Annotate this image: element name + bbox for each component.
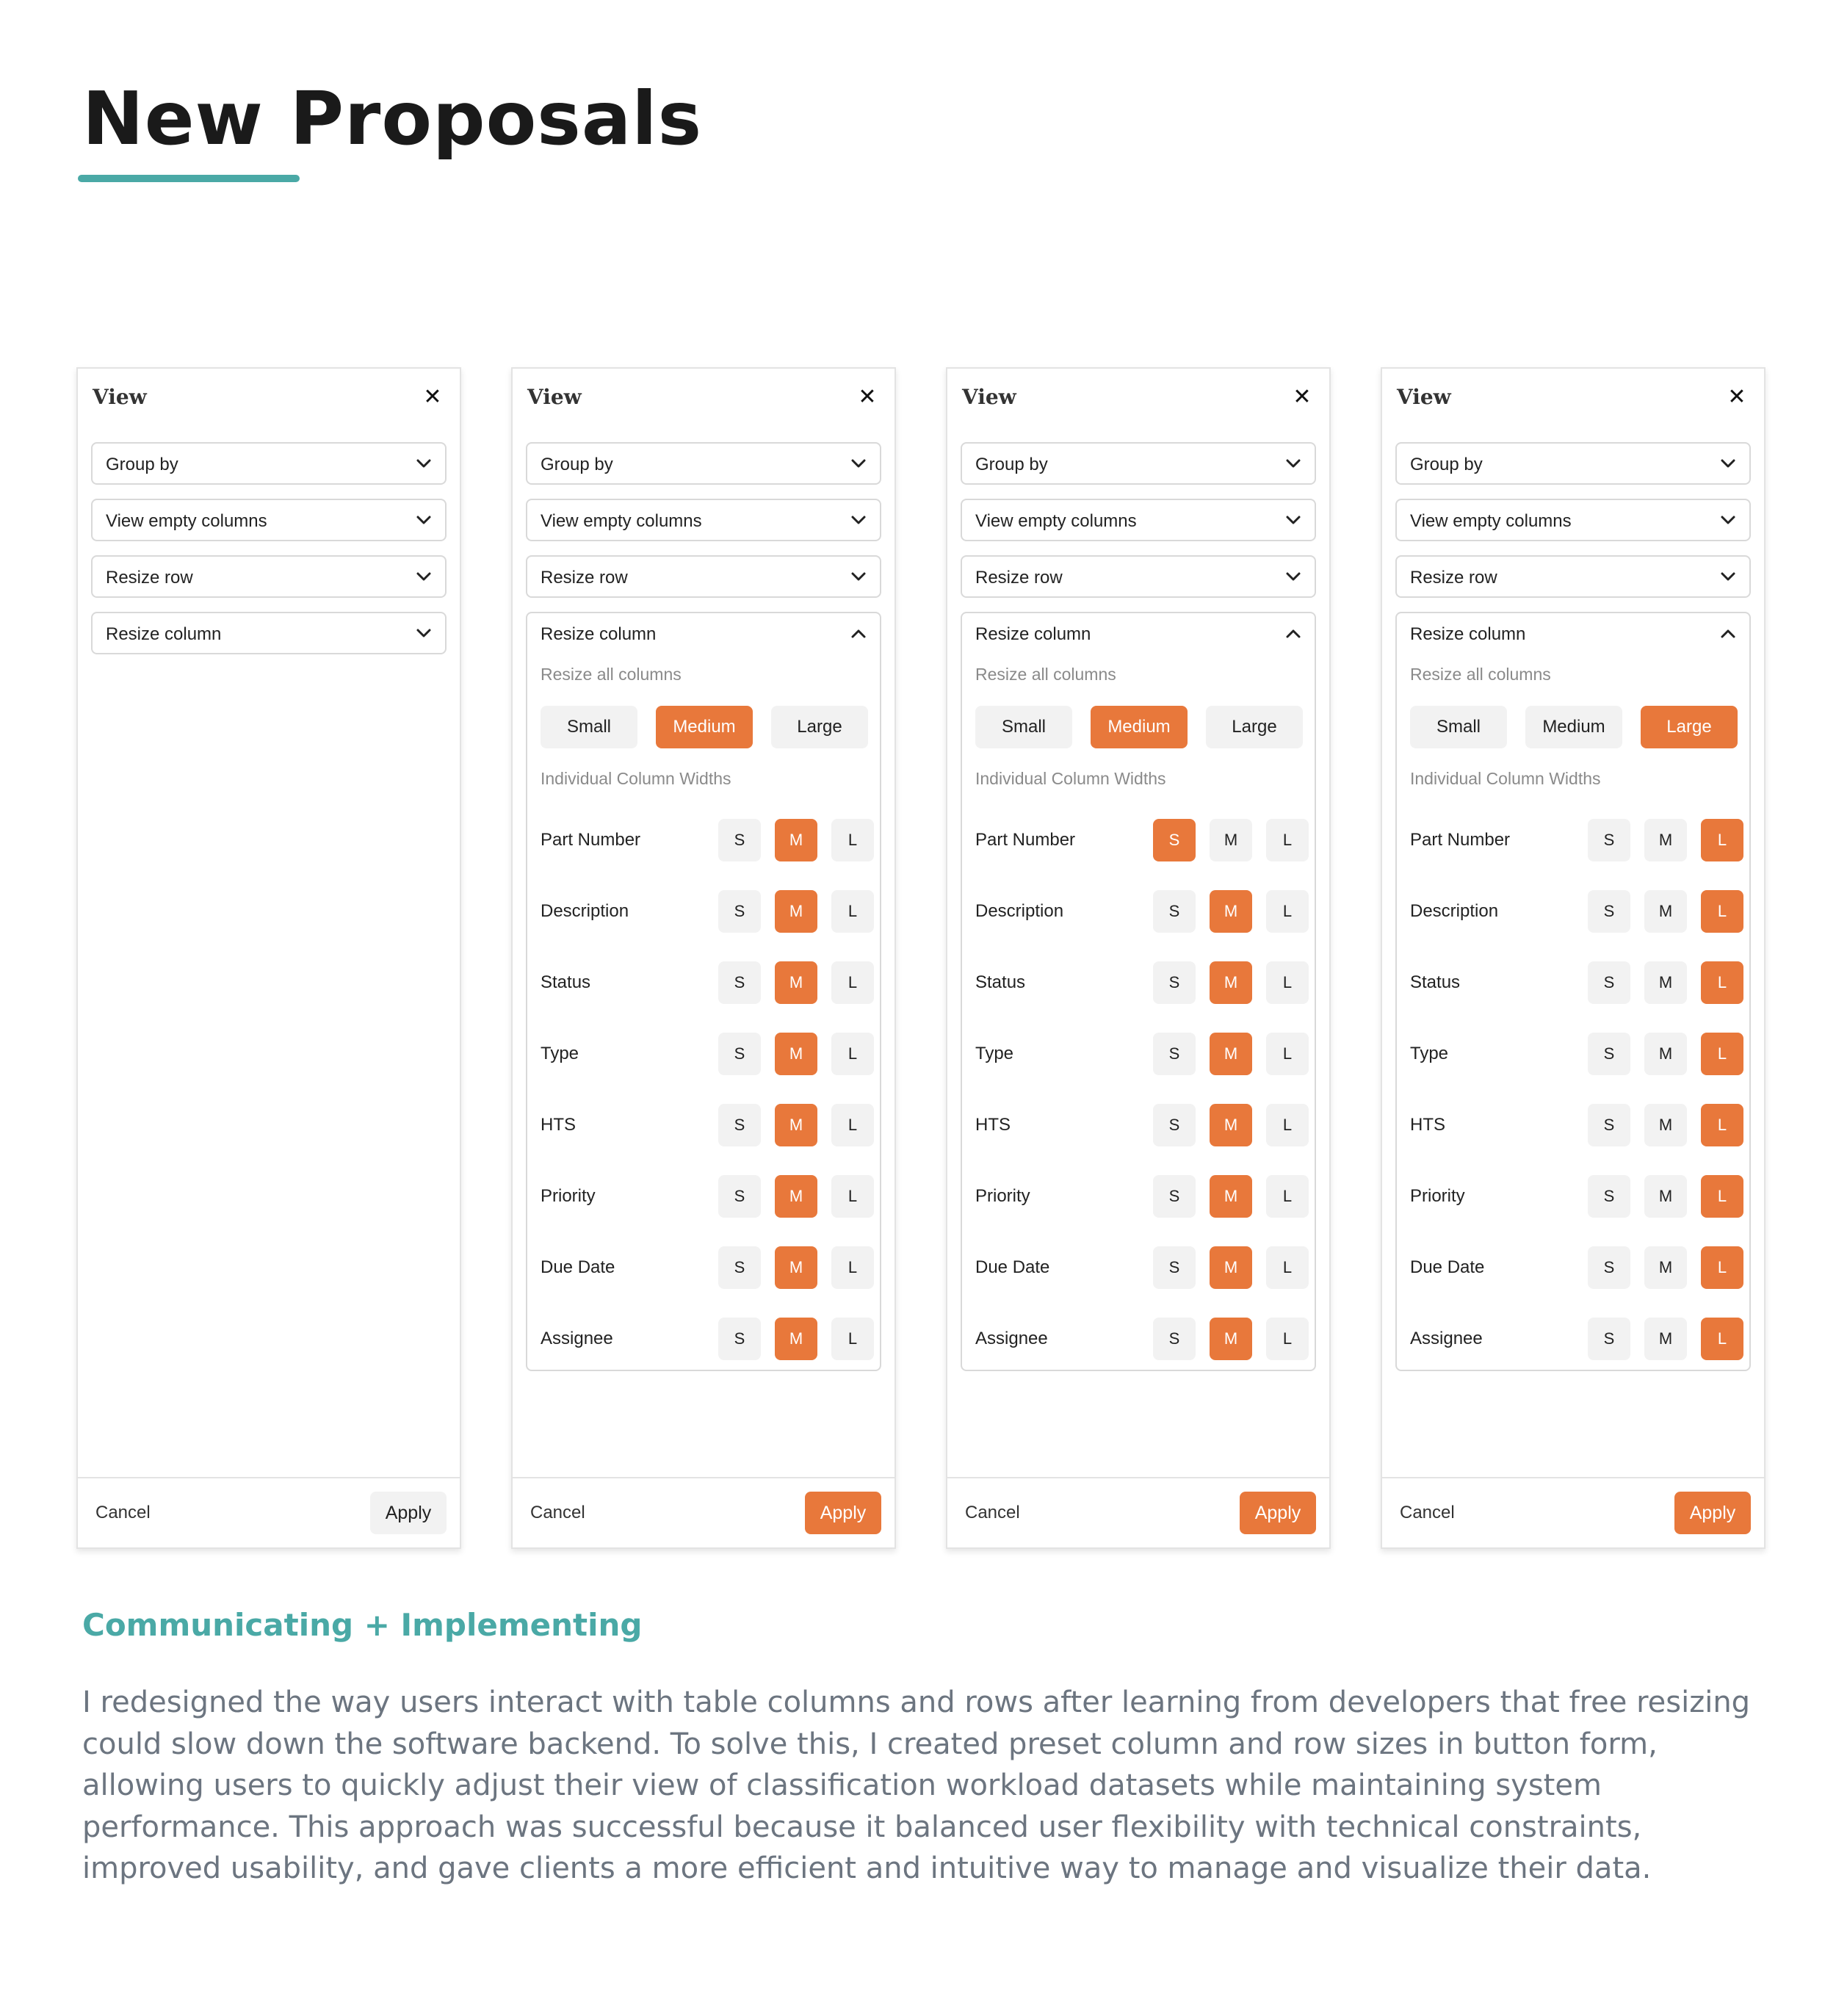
size-small-button[interactable]: Small [1410,706,1507,748]
close-icon[interactable]: ✕ [423,384,442,410]
column-name: HTS [975,1115,1011,1135]
width-l-button[interactable]: L [831,1033,874,1075]
column-name: Assignee [541,1329,613,1348]
width-s-button[interactable]: S [1153,890,1196,933]
width-s-button[interactable]: S [1588,1033,1630,1075]
dropdown-label: View empty columns [975,511,1137,531]
dropdown-label: Resize column [975,624,1091,644]
width-s-button[interactable]: S [718,961,761,1004]
width-m-button[interactable]: M [775,961,817,1004]
individual-column-widths-label: Individual Column Widths [975,769,1166,788]
dropdown-label: Resize row [106,568,193,588]
column-width-row [541,1104,867,1146]
panel-footer [1382,1477,1764,1547]
width-l-button[interactable]: L [1266,1246,1309,1289]
column-width-row [541,1318,867,1360]
chevron-down-icon[interactable] [1285,571,1301,582]
view-empty-columns-dropdown[interactable] [961,499,1316,541]
cancel-button[interactable]: Cancel [95,1503,151,1522]
size-large-button[interactable]: Large [1641,706,1738,748]
dropdown-label: View empty columns [541,511,702,531]
chevron-down-icon[interactable] [1720,514,1736,526]
width-m-button[interactable]: M [1644,961,1687,1004]
width-s-button[interactable]: S [718,890,761,933]
panel-footer [78,1477,460,1547]
width-l-button[interactable]: L [1266,1175,1309,1218]
chevron-up-icon[interactable] [850,627,867,639]
view-empty-columns-dropdown[interactable] [91,499,447,541]
width-l-button[interactable]: L [1701,890,1743,933]
column-width-row [1410,1175,1736,1218]
width-s-button[interactable]: S [1153,1318,1196,1360]
chevron-down-icon[interactable] [416,571,432,582]
width-l-button[interactable]: L [831,819,874,861]
width-l-button[interactable]: L [831,1318,874,1360]
individual-column-widths-label: Individual Column Widths [541,769,731,788]
width-m-button[interactable]: M [775,1318,817,1360]
apply-button[interactable]: Apply [805,1492,881,1534]
chevron-down-icon[interactable] [416,627,432,639]
cancel-button[interactable]: Cancel [965,1503,1020,1522]
column-name: Due Date [975,1257,1050,1277]
column-name: Type [1410,1044,1449,1063]
group-by-dropdown[interactable] [961,442,1316,485]
column-width-row [1410,961,1736,1004]
width-m-button[interactable]: M [1210,961,1252,1004]
close-icon[interactable]: ✕ [1727,384,1746,410]
view-panel [1381,367,1765,1549]
column-width-row [1410,1104,1736,1146]
title-underline [78,175,300,182]
column-name: HTS [1410,1115,1445,1135]
resize-row-dropdown[interactable] [526,555,881,598]
column-name: Assignee [1410,1329,1483,1348]
dropdown-label: View empty columns [1410,511,1572,531]
column-name: Priority [975,1186,1030,1206]
width-l-button[interactable]: L [1701,1318,1743,1360]
width-m-button[interactable]: M [1644,1033,1687,1075]
dropdown-label: Resize row [1410,568,1497,588]
width-m-button[interactable]: M [1210,890,1252,933]
width-m-button[interactable]: M [1644,819,1687,861]
resize-row-dropdown[interactable] [1395,555,1751,598]
panel-title: View [1397,385,1451,409]
dropdown-label: Group by [1410,455,1483,474]
width-l-button[interactable]: L [831,961,874,1004]
width-l-button[interactable]: L [1701,1175,1743,1218]
panel-title: View [527,385,582,409]
width-s-button[interactable]: S [1588,1104,1630,1146]
chevron-down-icon[interactable] [1285,458,1301,469]
panel-title: View [962,385,1016,409]
column-width-row [975,1033,1301,1075]
chevron-down-icon[interactable] [1720,458,1736,469]
resize-column-dropdown[interactable] [961,612,1316,1371]
width-s-button[interactable]: S [1153,1033,1196,1075]
width-s-button[interactable]: S [718,1318,761,1360]
chevron-up-icon[interactable] [1720,627,1736,639]
group-by-dropdown[interactable] [91,442,447,485]
width-s-button[interactable]: S [1153,1104,1196,1146]
width-l-button[interactable]: L [1701,1246,1743,1289]
width-m-button[interactable]: M [1644,1104,1687,1146]
width-s-button[interactable]: S [1588,890,1630,933]
column-width-row [975,1104,1301,1146]
dropdown-label: Resize row [541,568,628,588]
width-m-button[interactable]: M [1210,1246,1252,1289]
size-medium-button[interactable]: Medium [1525,706,1622,748]
width-l-button[interactable]: L [1701,1033,1743,1075]
page-title: New Proposals [82,76,703,162]
cancel-button[interactable]: Cancel [1400,1503,1455,1522]
width-l-button[interactable]: L [1266,961,1309,1004]
width-s-button[interactable]: S [1153,819,1196,861]
width-m-button[interactable]: M [775,819,817,861]
width-s-button[interactable]: S [718,1104,761,1146]
column-width-row [975,890,1301,933]
width-s-button[interactable]: S [1588,1246,1630,1289]
column-name: Priority [541,1186,596,1206]
width-m-button[interactable]: M [1210,1175,1252,1218]
chevron-down-icon[interactable] [416,458,432,469]
column-width-row [1410,819,1736,861]
width-m-button[interactable]: M [1210,1318,1252,1360]
width-m-button[interactable]: M [1210,819,1252,861]
width-s-button[interactable]: S [1153,961,1196,1004]
view-panel [511,367,896,1549]
width-l-button[interactable]: L [831,890,874,933]
panel-footer [513,1477,894,1547]
size-large-button[interactable]: Large [1206,706,1303,748]
resize-all-columns-label: Resize all columns [975,665,1116,684]
width-m-button[interactable]: M [1644,890,1687,933]
column-width-row [975,961,1301,1004]
width-l-button[interactable]: L [1266,1318,1309,1360]
column-width-row [1410,1318,1736,1360]
dropdown-label: Resize column [106,624,222,644]
column-name: Description [1410,901,1499,921]
column-width-row [541,961,867,1004]
chevron-down-icon[interactable] [1720,571,1736,582]
width-m-button[interactable]: M [775,890,817,933]
width-l-button[interactable]: L [831,1175,874,1218]
group-by-dropdown[interactable] [526,442,881,485]
resize-row-dropdown[interactable] [91,555,447,598]
width-s-button[interactable]: S [1588,1318,1630,1360]
chevron-down-icon[interactable] [850,458,867,469]
width-s-button[interactable]: S [1588,1175,1630,1218]
column-width-row [975,1318,1301,1360]
width-s-button[interactable]: S [1588,819,1630,861]
width-s-button[interactable]: S [1153,1175,1196,1218]
column-width-row [1410,1246,1736,1289]
column-name: Status [975,972,1026,992]
column-name: Part Number [975,830,1076,850]
panel-header [513,369,894,427]
size-large-button[interactable]: Large [771,706,868,748]
width-l-button[interactable]: L [1266,890,1309,933]
width-l-button[interactable]: L [1701,961,1743,1004]
width-l-button[interactable]: L [1266,1033,1309,1075]
dropdown-label: Resize row [975,568,1063,588]
column-width-row [975,1246,1301,1289]
width-s-button[interactable]: S [1588,961,1630,1004]
resize-all-columns-label: Resize all columns [541,665,682,684]
width-s-button[interactable]: S [718,1175,761,1218]
view-empty-columns-dropdown[interactable] [526,499,881,541]
width-m-button[interactable]: M [1210,1104,1252,1146]
column-name: Status [541,972,591,992]
column-name: Type [975,1044,1014,1063]
individual-column-widths-label: Individual Column Widths [1410,769,1601,788]
cancel-button[interactable]: Cancel [530,1503,585,1522]
column-name: Part Number [1410,830,1511,850]
column-width-row [541,1175,867,1218]
apply-button[interactable]: Apply [1674,1492,1751,1534]
apply-button[interactable]: Apply [370,1492,447,1534]
column-name: HTS [541,1115,576,1135]
resize-column-dropdown[interactable] [526,612,881,1371]
column-width-row [541,819,867,861]
column-width-row [975,819,1301,861]
width-m-button[interactable]: M [775,1104,817,1146]
resize-row-dropdown[interactable] [961,555,1316,598]
dropdown-label: Group by [541,455,613,474]
dropdown-label: View empty columns [106,511,267,531]
dropdown-label: Resize column [1410,624,1526,644]
width-m-button[interactable]: M [1644,1318,1687,1360]
dropdown-label: Group by [106,455,178,474]
width-m-button[interactable]: M [1644,1246,1687,1289]
width-m-button[interactable]: M [1210,1033,1252,1075]
dropdown-label: Resize column [541,624,657,644]
panel-header [1382,369,1764,427]
column-name: Due Date [1410,1257,1485,1277]
column-name: Type [541,1044,579,1063]
column-width-row [541,1033,867,1075]
column-name: Status [1410,972,1461,992]
dropdown-label: Group by [975,455,1048,474]
view-panel [76,367,461,1549]
column-name: Part Number [541,830,641,850]
chevron-down-icon[interactable] [416,514,432,526]
column-name: Description [975,901,1064,921]
width-l-button[interactable]: L [831,1246,874,1289]
width-m-button[interactable]: M [775,1033,817,1075]
width-s-button[interactable]: S [718,1246,761,1289]
column-name: Due Date [541,1257,615,1277]
size-medium-button[interactable]: Medium [1091,706,1188,748]
width-l-button[interactable]: L [1266,819,1309,861]
width-s-button[interactable]: S [718,819,761,861]
width-l-button[interactable]: L [1701,819,1743,861]
column-width-row [1410,1033,1736,1075]
section-heading: Communicating + Implementing [82,1607,643,1643]
panel-title: View [93,385,147,409]
width-m-button[interactable]: M [1644,1175,1687,1218]
width-m-button[interactable]: M [775,1175,817,1218]
column-width-row [541,1246,867,1289]
width-l-button[interactable]: L [1701,1104,1743,1146]
column-width-row [541,890,867,933]
group-by-dropdown[interactable] [1395,442,1751,485]
width-s-button[interactable]: S [1153,1246,1196,1289]
width-m-button[interactable]: M [775,1246,817,1289]
resize-column-dropdown[interactable] [91,612,447,654]
width-s-button[interactable]: S [718,1033,761,1075]
close-icon[interactable]: ✕ [1293,384,1312,410]
column-name: Description [541,901,629,921]
body-paragraph: I redesigned the way users interact with table columns and rows after learning from developers that free resizing could slow down the software backend. To solve this, I created preset column and row sizes in button form, allowing users to quickly adjust their view of classification workload datasets while maintaining system performance. This approach was successful because it balanced user flexibility with technical constraints, improved usability, and gave clients a more efficient and intuitive way to manage and visualize their data. [82,1686,1751,1885]
chevron-down-icon[interactable] [850,514,867,526]
chevron-down-icon[interactable] [850,571,867,582]
size-medium-button[interactable]: Medium [656,706,753,748]
width-l-button[interactable]: L [831,1104,874,1146]
panel-footer [947,1477,1329,1547]
size-small-button[interactable]: Small [975,706,1072,748]
size-small-button[interactable]: Small [541,706,637,748]
width-l-button[interactable]: L [1266,1104,1309,1146]
resize-column-dropdown[interactable] [1395,612,1751,1371]
column-width-row [1410,890,1736,933]
close-icon[interactable]: ✕ [858,384,877,410]
panel-header [78,369,460,427]
view-panel [946,367,1331,1549]
apply-button[interactable]: Apply [1240,1492,1316,1534]
view-empty-columns-dropdown[interactable] [1395,499,1751,541]
resize-all-columns-label: Resize all columns [1410,665,1551,684]
chevron-up-icon[interactable] [1285,627,1301,639]
column-width-row [975,1175,1301,1218]
column-name: Priority [1410,1186,1465,1206]
column-name: Assignee [975,1329,1048,1348]
panel-header [947,369,1329,427]
chevron-down-icon[interactable] [1285,514,1301,526]
